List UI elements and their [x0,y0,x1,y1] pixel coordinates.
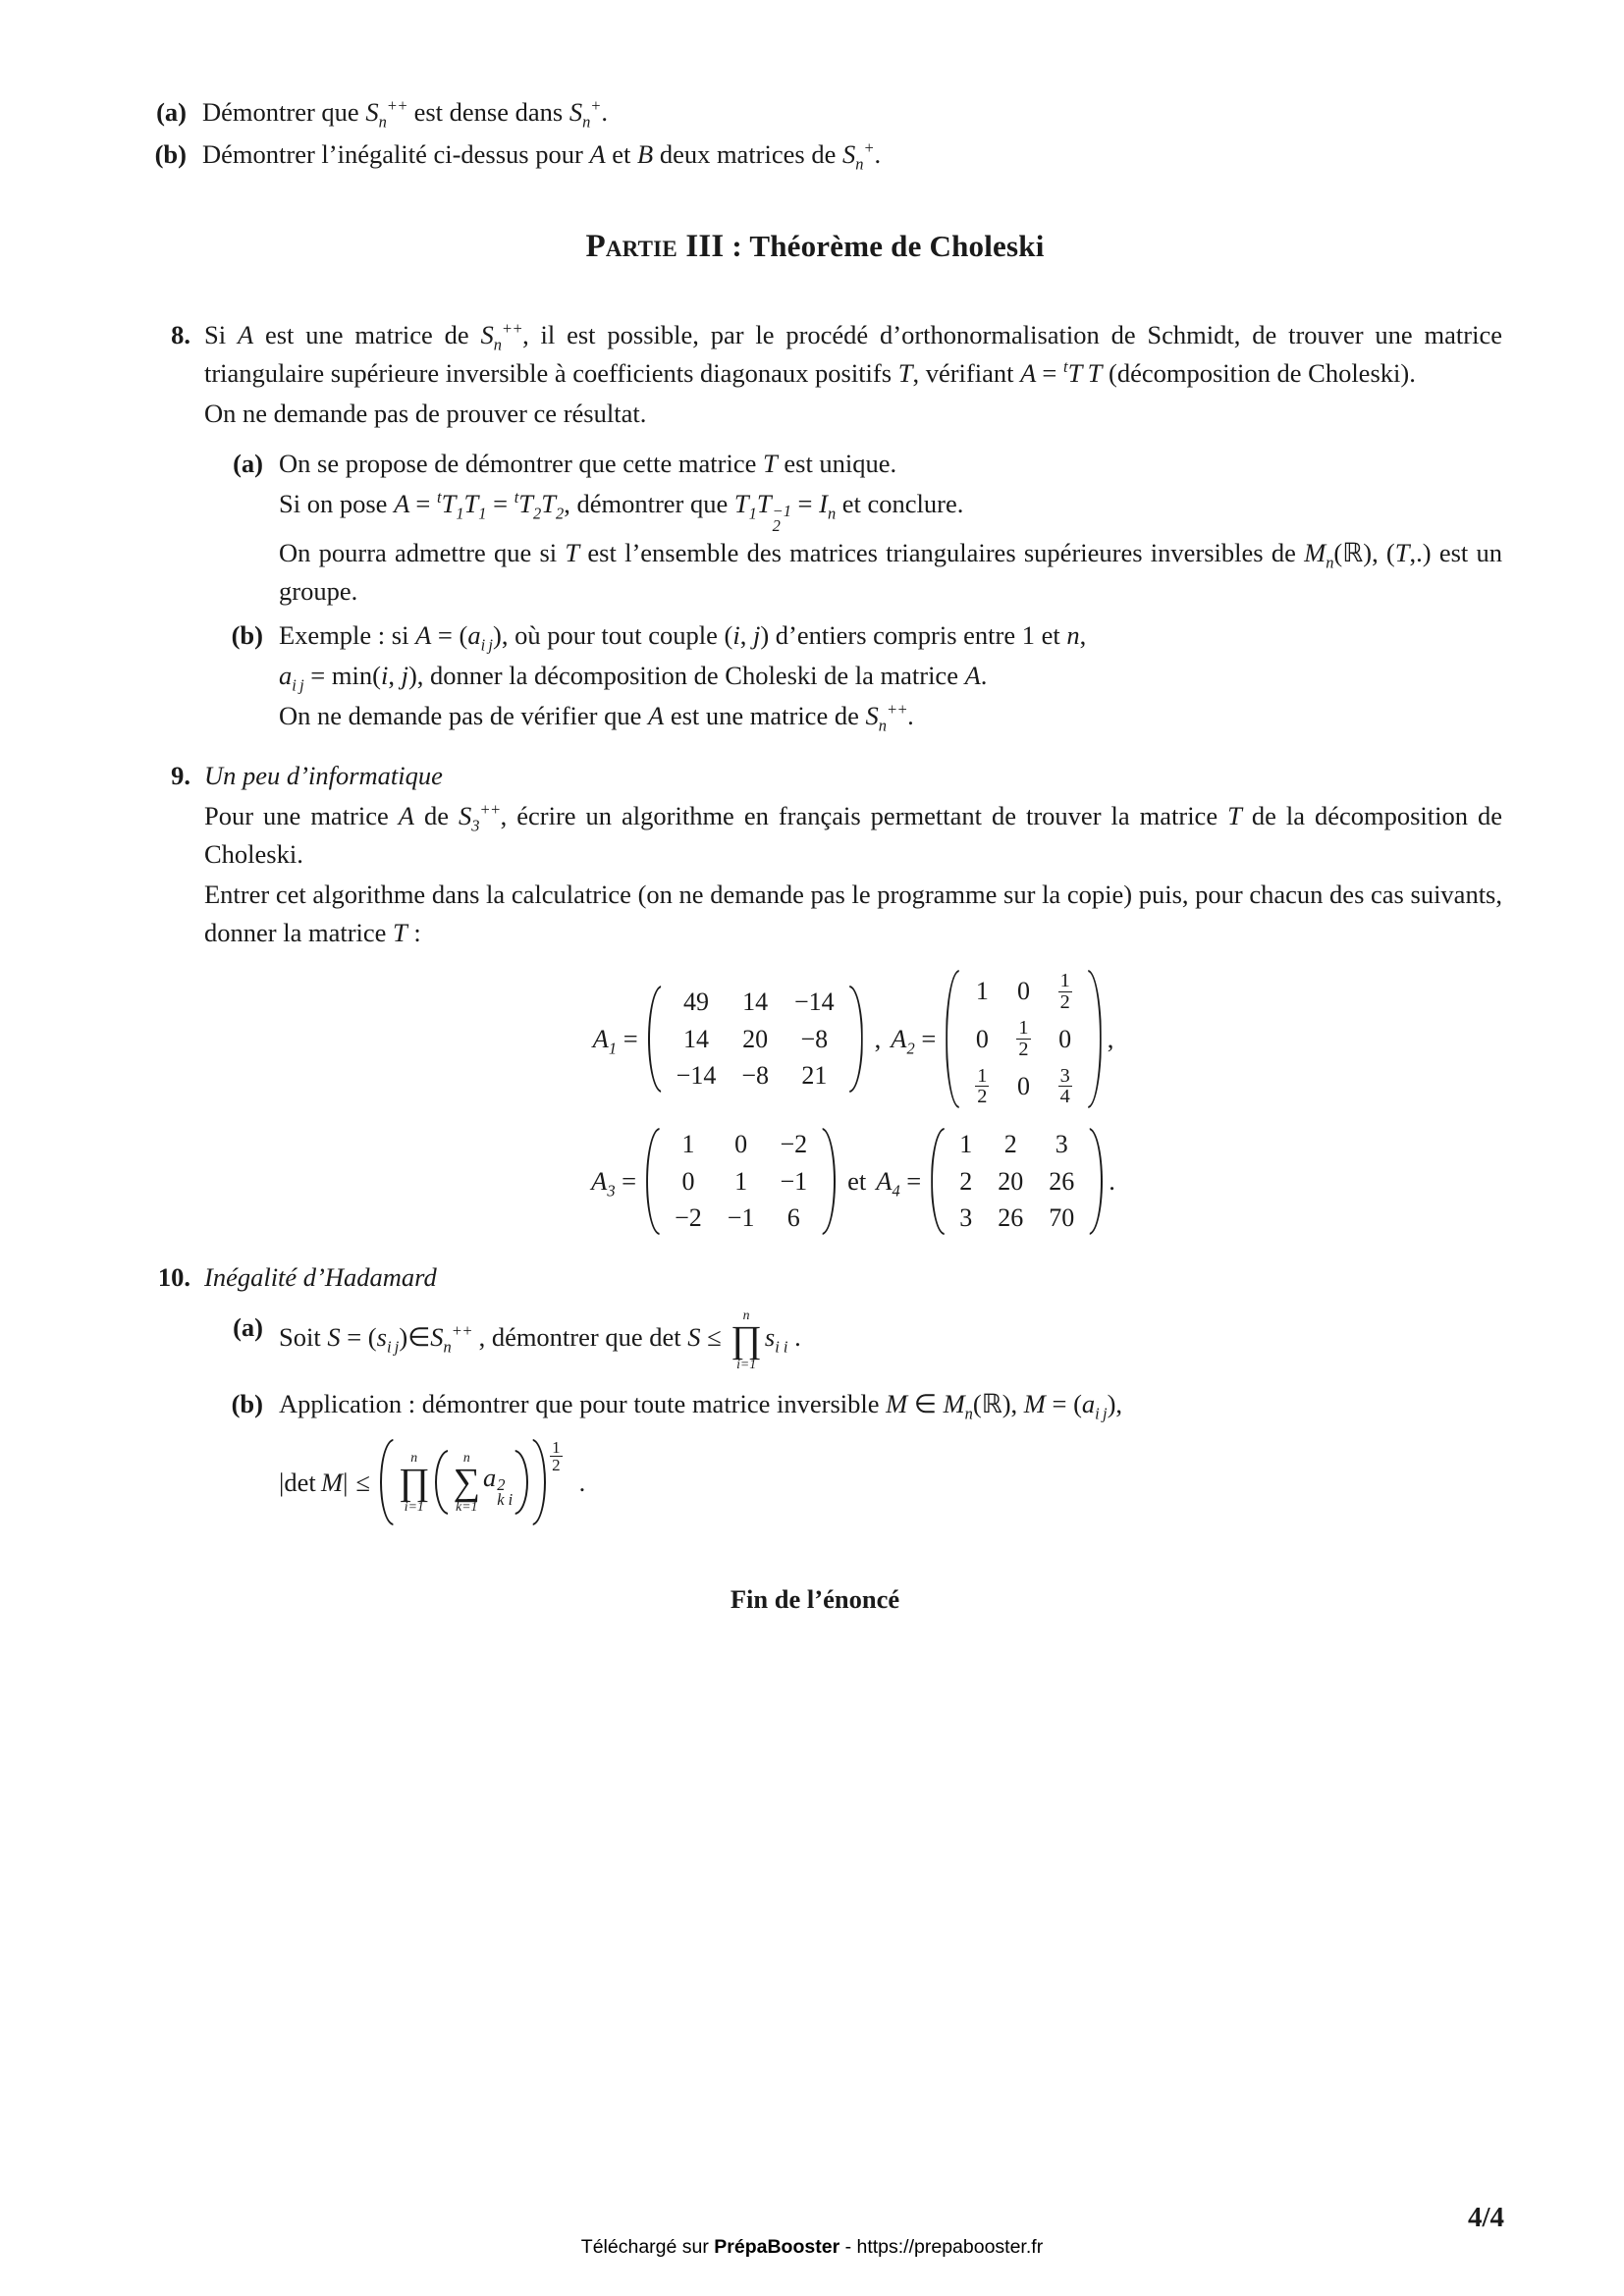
question-8-body [204,316,1502,741]
paren-left [644,1126,662,1237]
list-item [204,1308,1502,1371]
cell: −14 [794,987,835,1016]
sym-S3-plusplus: $S_3^{++}$ [458,800,501,835]
item-text-b: Démontrer l’inégalité ci-dessus pour A et B deux matrices de $S_n^+$. [202,138,882,174]
cell: −1 [727,1203,755,1233]
cell: 3 [959,1203,973,1233]
sym-s-ii: $s_{i i}$ [764,1322,788,1357]
matrix-A4-grid [929,1126,1105,1237]
formula-hadamard [279,1437,1502,1527]
cell: 26 [998,1203,1024,1233]
list-item [128,93,1502,132]
sym-S-plus: $S_n^+$ [841,138,875,174]
paren-left [433,1448,451,1517]
sym-aij: $(a_{i j})$ [459,620,502,655]
question-9-line2: Entrer cet algorithme dans la calculatrice (on ne demande pas le programme sur la copie) puis, pour chacun des cas suivants, donner la matrice T : [204,880,1502,947]
matrix-A4 [876,1126,1105,1237]
exponent-one-half: $\frac{1}{2}$ [552,1437,561,1475]
cell: −8 [741,1061,769,1091]
product-operator: n ∏ i=1 [398,1449,430,1515]
matrix-A4-label: $A_4$ = [876,1166,922,1201]
sym-T: T [763,448,778,478]
paren-right [1087,1126,1105,1237]
matrix-A2-label: $A_2$ = [891,1023,937,1058]
list-item [204,1385,1502,1527]
question-10-title: Inégalité d’Hadamard [204,1262,437,1293]
question-8-statement: Si A est une matrice de $S_n^{++}$, il est possible, par le procédé d’orthonormalisation de Schmidt, de trouver une matrice triangulaire supérieure inversible à coefficients diagonaux positifs T, vérifiant A = $^t$T T (décomposition de Choleski). [204,319,1502,388]
part-heading-prefix: Partie III [585,228,725,264]
text-8a-line1: On se propose de démontrer que cette matrice T est unique. [279,448,897,478]
footer-suffix: - https://prepabooster.fr [839,2236,1044,2258]
page-number: 4/4 [1467,2202,1504,2233]
sym-aij: $(a_{i j})$ [1073,1389,1116,1423]
question-9-body [204,757,1502,1253]
sym-B: B [637,138,654,169]
list-item [204,616,1502,737]
inner-paren-group [433,1448,531,1517]
question-9-title: Un peu d’informatique [204,761,443,791]
product-operator: n ∏ i=1 [731,1308,762,1372]
question-8-note: On ne demande pas de prouver ce résultat. [204,398,647,428]
abs-det-M: |det M| [279,1467,349,1497]
footer-brand: PrépaBooster [714,2236,840,2258]
cell: 20 [998,1166,1024,1196]
cell: 0 [1016,977,1030,1006]
matrix-row-2 [204,1126,1502,1237]
sym-T: T [393,917,407,947]
sym-S-n-plusplus: $S_n^{++}$ [865,700,908,735]
page-content [128,93,1502,1615]
sym-in: ∈ [407,1322,431,1353]
cell: 3 [1055,1129,1068,1158]
question-10-body [204,1258,1502,1531]
sym-Mn-R: $M_n(ℝ)$ [1304,538,1373,572]
sym-A: A [589,138,606,169]
matrix-A1-grid [646,984,865,1095]
paren-left [646,984,664,1095]
paren-right [847,984,865,1095]
cell: 1 [734,1166,748,1196]
cell: 1 [959,1129,973,1158]
item-label-8a: (a) [233,448,263,478]
leq-sign: ≤ [707,1322,722,1353]
sym-S: S [327,1322,341,1353]
cell: 1 [681,1129,695,1158]
item-body-8b [279,616,1502,737]
sym-A: A [237,319,254,349]
cell: 70 [1049,1203,1075,1233]
matrix-A1-label: $A_1$ = [592,1023,638,1058]
item-label-8b: (b) [231,620,263,651]
footer-prefix: Téléchargé sur [580,2236,715,2258]
paren-left [944,968,961,1110]
cell: −14 [676,1061,717,1091]
matrix-separator-et: et [847,1166,867,1197]
text-8a-line3: On pourra admettre que si T est l’ensemble des matrices triangulaires supérieures inversibles de $M_n(ℝ)$, (T,.) est un groupe. [279,538,1503,607]
cell: $\frac{3}{4}$ [1059,1064,1070,1108]
cell: 0 [1016,1071,1030,1100]
matrix-A1 [593,984,865,1095]
matrix-row-2-period: . [1109,1166,1115,1197]
footer-credit [0,2236,1624,2259]
cell: 20 [742,1024,769,1053]
matrix-A3-label: $A_3$ = [591,1166,637,1201]
cell: 0 [975,1024,989,1053]
sum-operator: n ∑ k=1 [453,1449,480,1515]
question-9 [128,757,1502,1253]
paren-right [820,1126,838,1237]
cell: 6 [786,1203,800,1233]
part-heading-suffix: : Théorème de Choleski [724,228,1045,263]
cell: 0 [1058,1024,1072,1053]
paren-left [929,1126,947,1237]
sym-sij: $(s_{i j})$ [367,1322,408,1357]
sym-T: T [1227,801,1242,831]
item-label-10a: (a) [233,1312,263,1343]
cell: $\frac{1}{2}$ [1059,969,1070,1013]
sym-S: S [687,1322,701,1353]
text-8b-line2: $a_{i j} = \min(i$, j), donner la décomposition de Choleski de la matrice A. [279,661,988,695]
sym-M: M [886,1389,908,1419]
sym-pair-ij: (i, j) [724,620,770,651]
item-label-10b: (b) [231,1389,263,1419]
text-10b-line1: Application : démontrer que pour toute matrice inversible M ∈ $M_n(ℝ)$, $M = (a_{i j})$, [279,1389,1123,1423]
list-item [128,135,1502,174]
matrix-A2-grid [944,968,1103,1110]
cell: 1 [975,977,989,1006]
sym-n: n [1066,620,1080,651]
text-8b-line3: On ne demande pas de vérifier que A est une matrice de $S_n^{++}$. [279,700,914,735]
formula-period: . [578,1467,586,1497]
cell: 49 [682,987,709,1016]
det-operator: det [649,1322,681,1353]
formula-T1T2inv-eq-In: $T_1T$ −1 2 = $I_n$ [733,488,837,535]
sym-A: A [415,620,432,651]
sym-a-ki-squared: a 2 k i [482,1462,514,1509]
cell: $\frac{1}{2}$ [977,1064,988,1108]
matrix-A3-grid [644,1126,838,1237]
cell: $\frac{1}{2}$ [1018,1017,1029,1060]
sym-S-n-plusplus: $S_n^{++}$ [480,319,523,354]
sym-T: T [897,357,913,388]
cell: 0 [681,1166,695,1196]
paren-right [1086,968,1104,1110]
cell: 14 [742,987,769,1016]
cell: −2 [675,1203,702,1233]
paren-right [513,1448,530,1517]
question-9-line1: Pour une matrice A de $S_3^{++}$, écrire un algorithme en français permettant de trouver la matrice T de la décomposition de Choleski. [204,800,1503,870]
sym-S-n-plusplus: $S_n^{++}$ [430,1321,472,1357]
text-8b-line1: Exemple : si $A = (a_{i j})$, où pour tout couple (i, j) d’entiers compris entre 1 et n, [279,620,1087,655]
cell: 0 [734,1129,748,1158]
sym-A: A [648,701,665,731]
cell: 2 [1003,1129,1017,1158]
cell: −8 [800,1024,829,1053]
sym-S-plusplus: $S_n^{++}$ [365,96,407,132]
leq-sign: ≤ [355,1467,370,1497]
paren-left [378,1437,396,1527]
cell: −1 [780,1166,808,1196]
matrix-row-1 [204,968,1502,1110]
matrix-separator-comma: , [874,1023,882,1053]
item-body-10a: Soit $S = (s_{i j})\in S_n^{++}$ , démontrer que det S ≤ n ∏ i=1 $s_{i i}$ . [279,1308,801,1372]
item-body-10b [279,1385,1502,1527]
item-label-a: (a) [156,97,187,127]
question-8-number: 8. [171,319,190,349]
sym-T-cal: T [565,538,580,568]
sym-A: A [964,661,981,691]
paren-right [530,1437,548,1527]
sym-M: M [1023,1389,1046,1419]
item-text-a: Démontrer que $S_n^{++}$ est dense dans $S_n^+$. [202,96,608,132]
question-10-number: 10. [157,1262,190,1293]
part-heading [128,229,1502,265]
text-8a-line2: Si on pose $A = ^tT_1T_1 = ^tT_2T_2$, démontrer que $T_1T$ −1 2 = $I_n$ et conclure. [279,487,964,535]
formula-A-eq-tT1T1: $A = ^tT_1T_1 = ^tT_2T_2$ [394,487,565,523]
question-10 [128,1258,1502,1531]
sym-Mn-R: $M_n(ℝ)$ [943,1389,1011,1423]
question-9-number: 9. [171,761,190,791]
matrix-A3 [591,1126,838,1237]
sym-T-cal: T [1394,538,1410,568]
item-body-8a [279,445,1502,614]
cell: −2 [780,1129,808,1158]
question-8 [128,316,1502,741]
matrix-A2 [891,968,1103,1110]
sym-aij: $a_{i j}$ [279,661,304,695]
cell: 26 [1049,1166,1075,1196]
end-of-statement: Fin de l’énoncé [730,1583,900,1614]
sym-S-plus: $S_n^+$ [568,96,602,132]
outer-paren-group [378,1437,548,1527]
sym-A: A [398,801,414,831]
formula-A-eq-tTT: A = $^t$T T [1020,357,1103,388]
list-item [204,445,1502,614]
matrix-row-1-comma: , [1107,1023,1114,1053]
cell: 14 [682,1024,709,1053]
cell: 21 [801,1061,828,1091]
item-label-b: (b) [154,138,187,169]
cell: 2 [959,1166,973,1196]
